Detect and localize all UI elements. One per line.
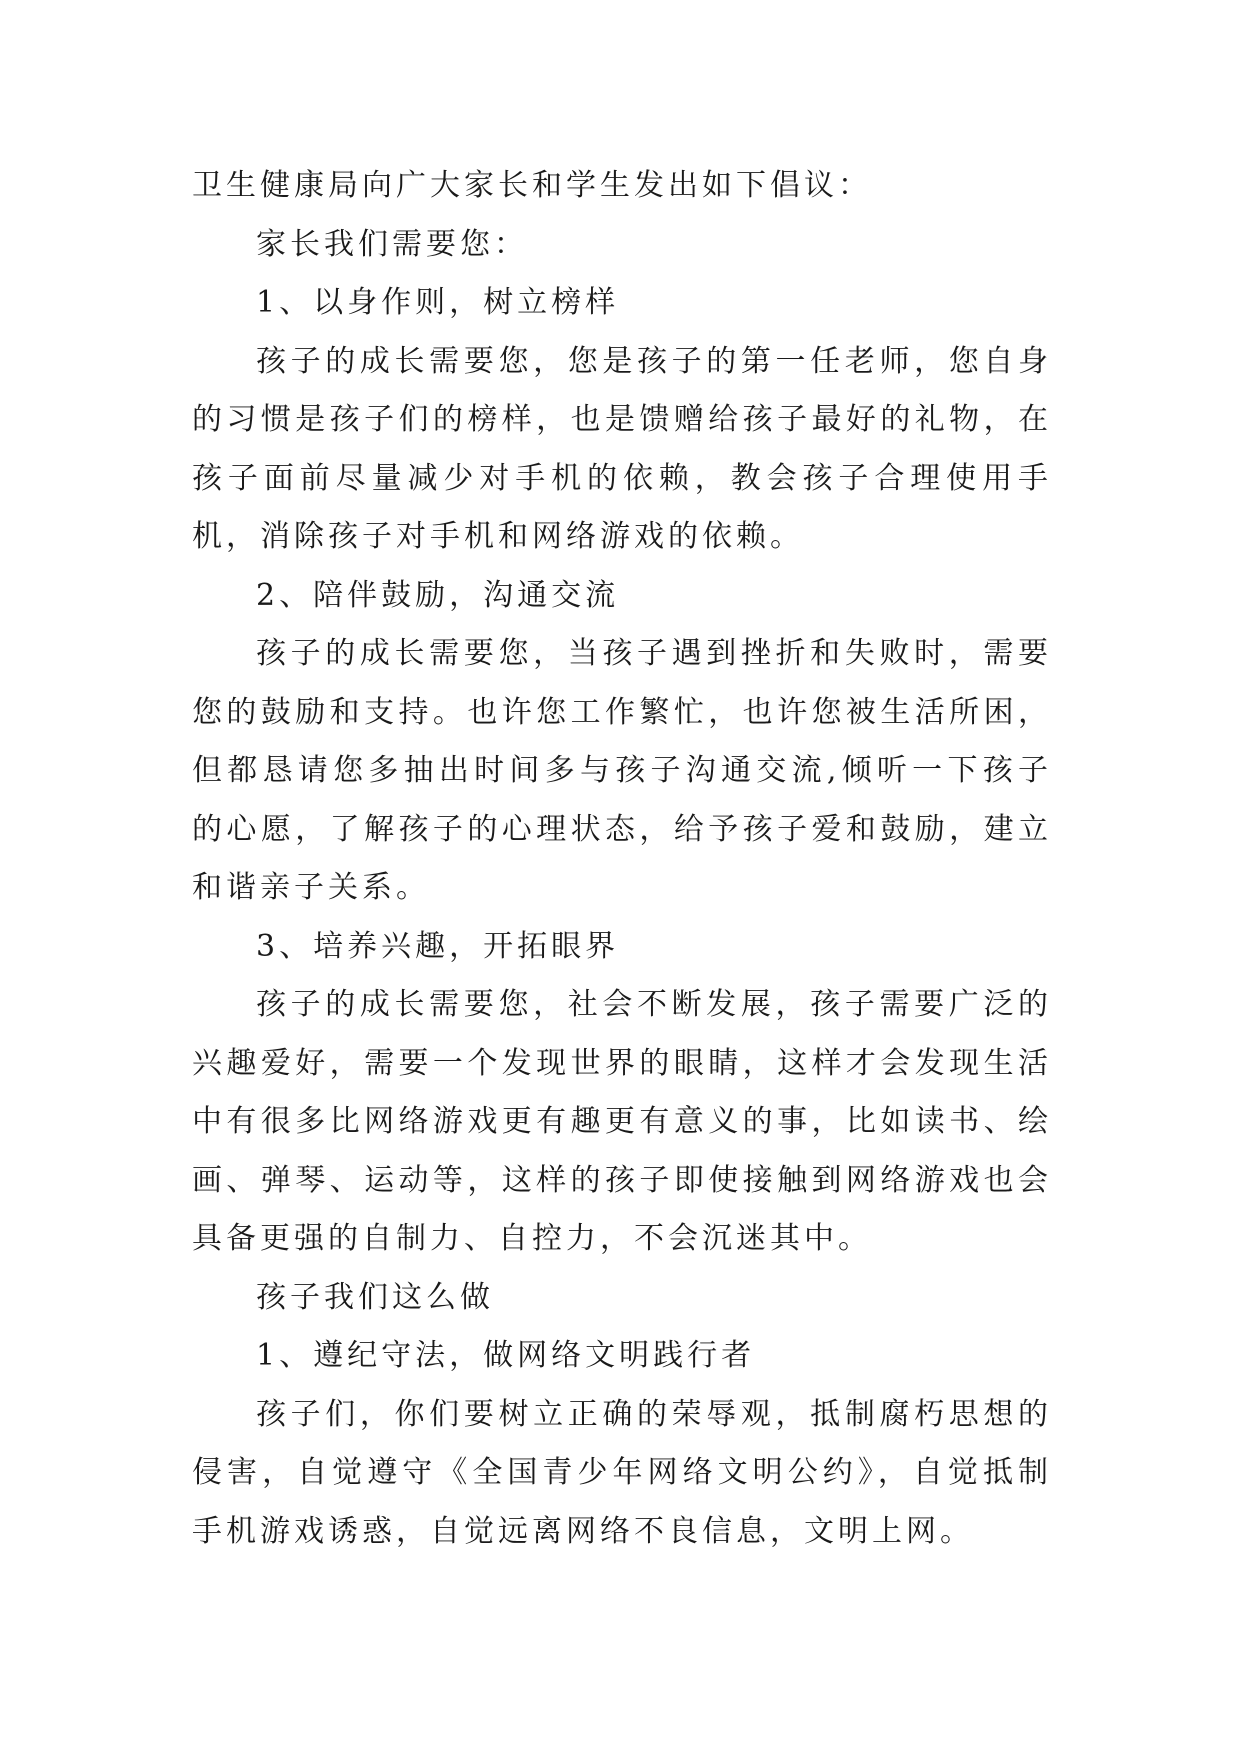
heading-parents-item-1: 1、以身作则，树立榜样: [256, 285, 620, 320]
heading-parents-item-3: 3、培养兴趣，开拓眼界: [256, 928, 620, 964]
paragraph-intro: 卫生健康局向广大家长和学生发出如下倡议：: [192, 168, 872, 203]
document-body: [192, 157, 1052, 1561]
heading-children-item-1: 1、遵纪守法，做网络文明践行者: [256, 1338, 756, 1373]
heading-children: 孩子我们这么做: [256, 1279, 494, 1315]
heading-parents: 家长我们需要您：: [256, 226, 528, 262]
paragraph-parents-item-2: 孩子的成长需要您，当孩子遇到挫折和失败时，需要您的鼓励和支持。也许您工作繁忙，也许您被生活所困，但都恳请您多抽出时间多与孩子沟通交流,倾听一下孩子的心愿，了解孩子的心理状态，给予孩子爱和鼓励，建立和谐亲子关系。: [192, 636, 1052, 905]
paragraph-parents-item-3: 孩子的成长需要您，社会不断发展，孩子需要广泛的兴趣爱好，需要一个发现世界的眼睛，这样才会发现生活中有很多比网络游戏更有趣更有意义的事，比如读书、绘画、弹琴、运动等，这样的孩子即使接触到网络游戏也会具备更强的自制力、自控力，不会沉迷其中。: [192, 987, 1052, 1256]
paragraph-children-item-1: 孩子们，你们要树立正确的荣辱观，抵制腐朽思想的侵害，自觉遵守《全国青少年网络文明公约》，自觉抵制手机游戏诱惑，自觉远离网络不良信息，文明上网。: [192, 1396, 1052, 1549]
heading-parents-item-2: 2、陪伴鼓励，沟通交流: [256, 577, 620, 613]
paragraph-parents-item-1: 孩子的成长需要您，您是孩子的第一任老师，您自身的习惯是孩子们的榜样，也是馈赠给孩子最好的礼物，在孩子面前尽量减少对手机的依赖，教会孩子合理使用手机，消除孩子对手机和网络游戏的依赖。: [192, 343, 1052, 554]
